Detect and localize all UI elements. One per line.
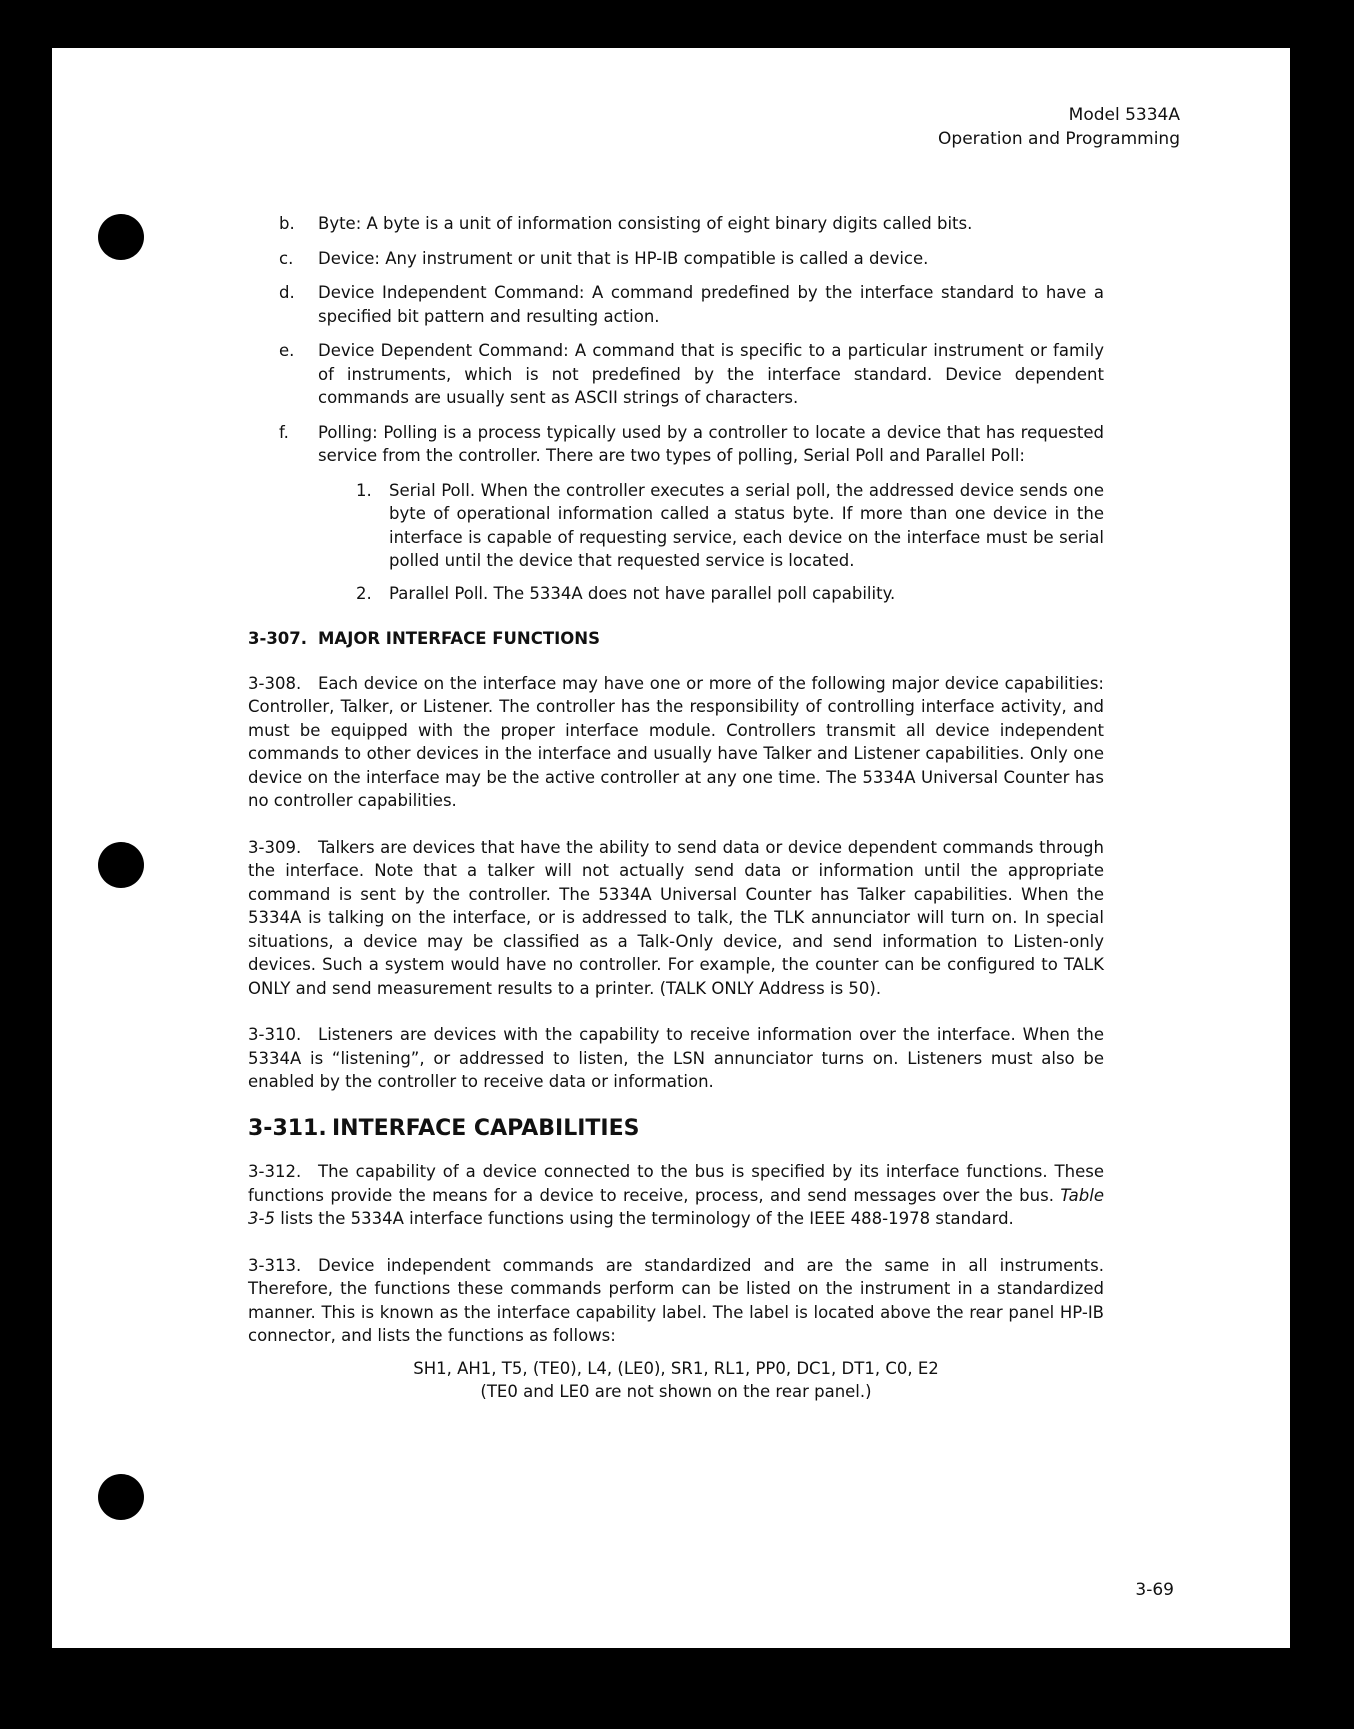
paragraph-text: Each device on the interface may have one or more of the following major device capabilities: Controller, Talker, or Listener. The controller has the responsibility of controlling interface activity, and must be equipped with the proper interface module. Controllers transmit all device independent commands to other devices in the interface and usually have Talker and Listener capabilities. Only one device on the interface may be the active controller at any one time. The 5334A Universal Counter has no controller capabilities. bbox=[248, 673, 1104, 810]
polling-item bbox=[248, 479, 1104, 573]
section-number: 3-311. bbox=[248, 1115, 327, 1141]
item-text: Serial Poll. When the controller executes a serial poll, the addressed device sends one byte of operational information called a status byte. If more than one device in the interface is capable of requesting service, each device on the interface must be serial polled until the device that requested service is located. bbox=[389, 480, 1104, 570]
item-label: 2. bbox=[356, 583, 372, 603]
item-label: b. bbox=[279, 214, 295, 233]
paragraph-text: The capability of a device connected to the bus is specified by its interface functions. These functions provide the means for a device to receive, process, and send messages over the bus. bbox=[248, 1162, 1104, 1205]
punch-hole bbox=[98, 214, 144, 260]
paragraph-3-308 bbox=[248, 672, 1104, 813]
page-number: 3-69 bbox=[1135, 1580, 1174, 1600]
paragraph-3-310 bbox=[248, 1023, 1104, 1094]
item-text: Device Independent Command: A command predefined by the interface standard to have a specified bit pattern and resulting action. bbox=[318, 283, 1104, 326]
definition-item bbox=[248, 421, 1104, 468]
definition-item bbox=[248, 212, 1104, 236]
paragraph-text: Talkers are devices that have the ability to send data or device dependent commands through the interface. Note that a talker will not actually send data or information until the appropriate command is sent by the controller. The 5334A Universal Counter has Talker capabilities. When the 5334A is talking on the interface, or is addressed to talk, the TLK annunciator will turn on. In special situations, a device may be classified as a Talk-Only device, and send information to Listen-only devices. Such a system would have no controller. For example, the counter can be configured to TALK ONLY and send measurement results to a printer. (TALK ONLY Address is 50). bbox=[248, 837, 1104, 998]
item-text: Byte: A byte is a unit of information consisting of eight binary digits called bits. bbox=[318, 214, 973, 233]
capability-label bbox=[248, 1357, 1104, 1404]
page-header bbox=[938, 103, 1180, 151]
punch-hole bbox=[98, 842, 144, 888]
section-heading-3-307 bbox=[248, 627, 1104, 651]
item-text: Device Dependent Command: A command that is specific to a particular instrument or family of instruments, which is not predefined by the interface standard. Device dependent commands are usually sent as ASCII strings of characters. bbox=[318, 341, 1104, 407]
section-number: 3-307. bbox=[248, 629, 308, 648]
item-label: f. bbox=[279, 422, 289, 442]
item-text: Parallel Poll. The 5334A does not have parallel poll capability. bbox=[389, 583, 896, 603]
capability-list: SH1, AH1, T5, (TE0), L4, (LE0), SR1, RL1, PP0, DC1, DT1, C0, E2 bbox=[413, 1358, 939, 1378]
definition-item bbox=[248, 281, 1104, 328]
definition-item bbox=[248, 339, 1104, 410]
section-title: INTERFACE CAPABILITIES bbox=[332, 1115, 640, 1141]
paragraph-number: 3-312. bbox=[248, 1162, 302, 1181]
paragraph-3-312 bbox=[248, 1160, 1104, 1231]
table-reference: Table 3-5 bbox=[248, 1185, 1104, 1228]
paragraph-text: lists the 5334A interface functions using the terminology of the IEEE 488-1978 standard. bbox=[280, 1209, 1014, 1228]
capability-note: (TE0 and LE0 are not shown on the rear panel.) bbox=[480, 1382, 872, 1401]
page-body bbox=[248, 212, 1104, 1404]
header-section: Operation and Programming bbox=[938, 129, 1180, 149]
paragraph-number: 3-308. bbox=[248, 673, 302, 693]
paragraph-text: Listeners are devices with the capability to receive information over the interface. When the 5334A is “listening”, or addressed to listen, the LSN annunciator turns on. Listeners must also be enabled by the controller to receive data or information. bbox=[248, 1025, 1104, 1091]
section-title: MAJOR INTERFACE FUNCTIONS bbox=[318, 629, 600, 648]
item-label: c. bbox=[279, 248, 294, 268]
paragraph-3-309 bbox=[248, 836, 1104, 1001]
paragraph-number: 3-309. bbox=[248, 837, 302, 857]
paragraph-number: 3-310. bbox=[248, 1025, 302, 1044]
item-text: Device: Any instrument or unit that is HP-IB compatible is called a device. bbox=[318, 248, 929, 268]
header-model: Model 5334A bbox=[1068, 105, 1180, 125]
item-label: e. bbox=[279, 341, 295, 360]
polling-item bbox=[248, 582, 1104, 606]
section-heading-3-311 bbox=[248, 1117, 1104, 1141]
paragraph-number: 3-313. bbox=[248, 1255, 302, 1275]
item-label: d. bbox=[279, 283, 295, 302]
paragraph-3-313 bbox=[248, 1254, 1104, 1348]
item-text: Polling: Polling is a process typically used by a controller to locate a device that has requested service from the controller. There are two types of polling, Serial Poll and Parallel Poll: bbox=[318, 422, 1104, 465]
punch-hole bbox=[98, 1474, 144, 1520]
paragraph-text: Device independent commands are standardized and are the same in all instruments. Therefore, the functions these commands perform can be listed on the instrument in a standardized manner. This is known as the interface capability label. The label is located above the rear panel HP-IB connector, and lists the functions as follows: bbox=[248, 1255, 1104, 1345]
item-label: 1. bbox=[356, 480, 372, 500]
definition-item bbox=[248, 247, 1104, 271]
